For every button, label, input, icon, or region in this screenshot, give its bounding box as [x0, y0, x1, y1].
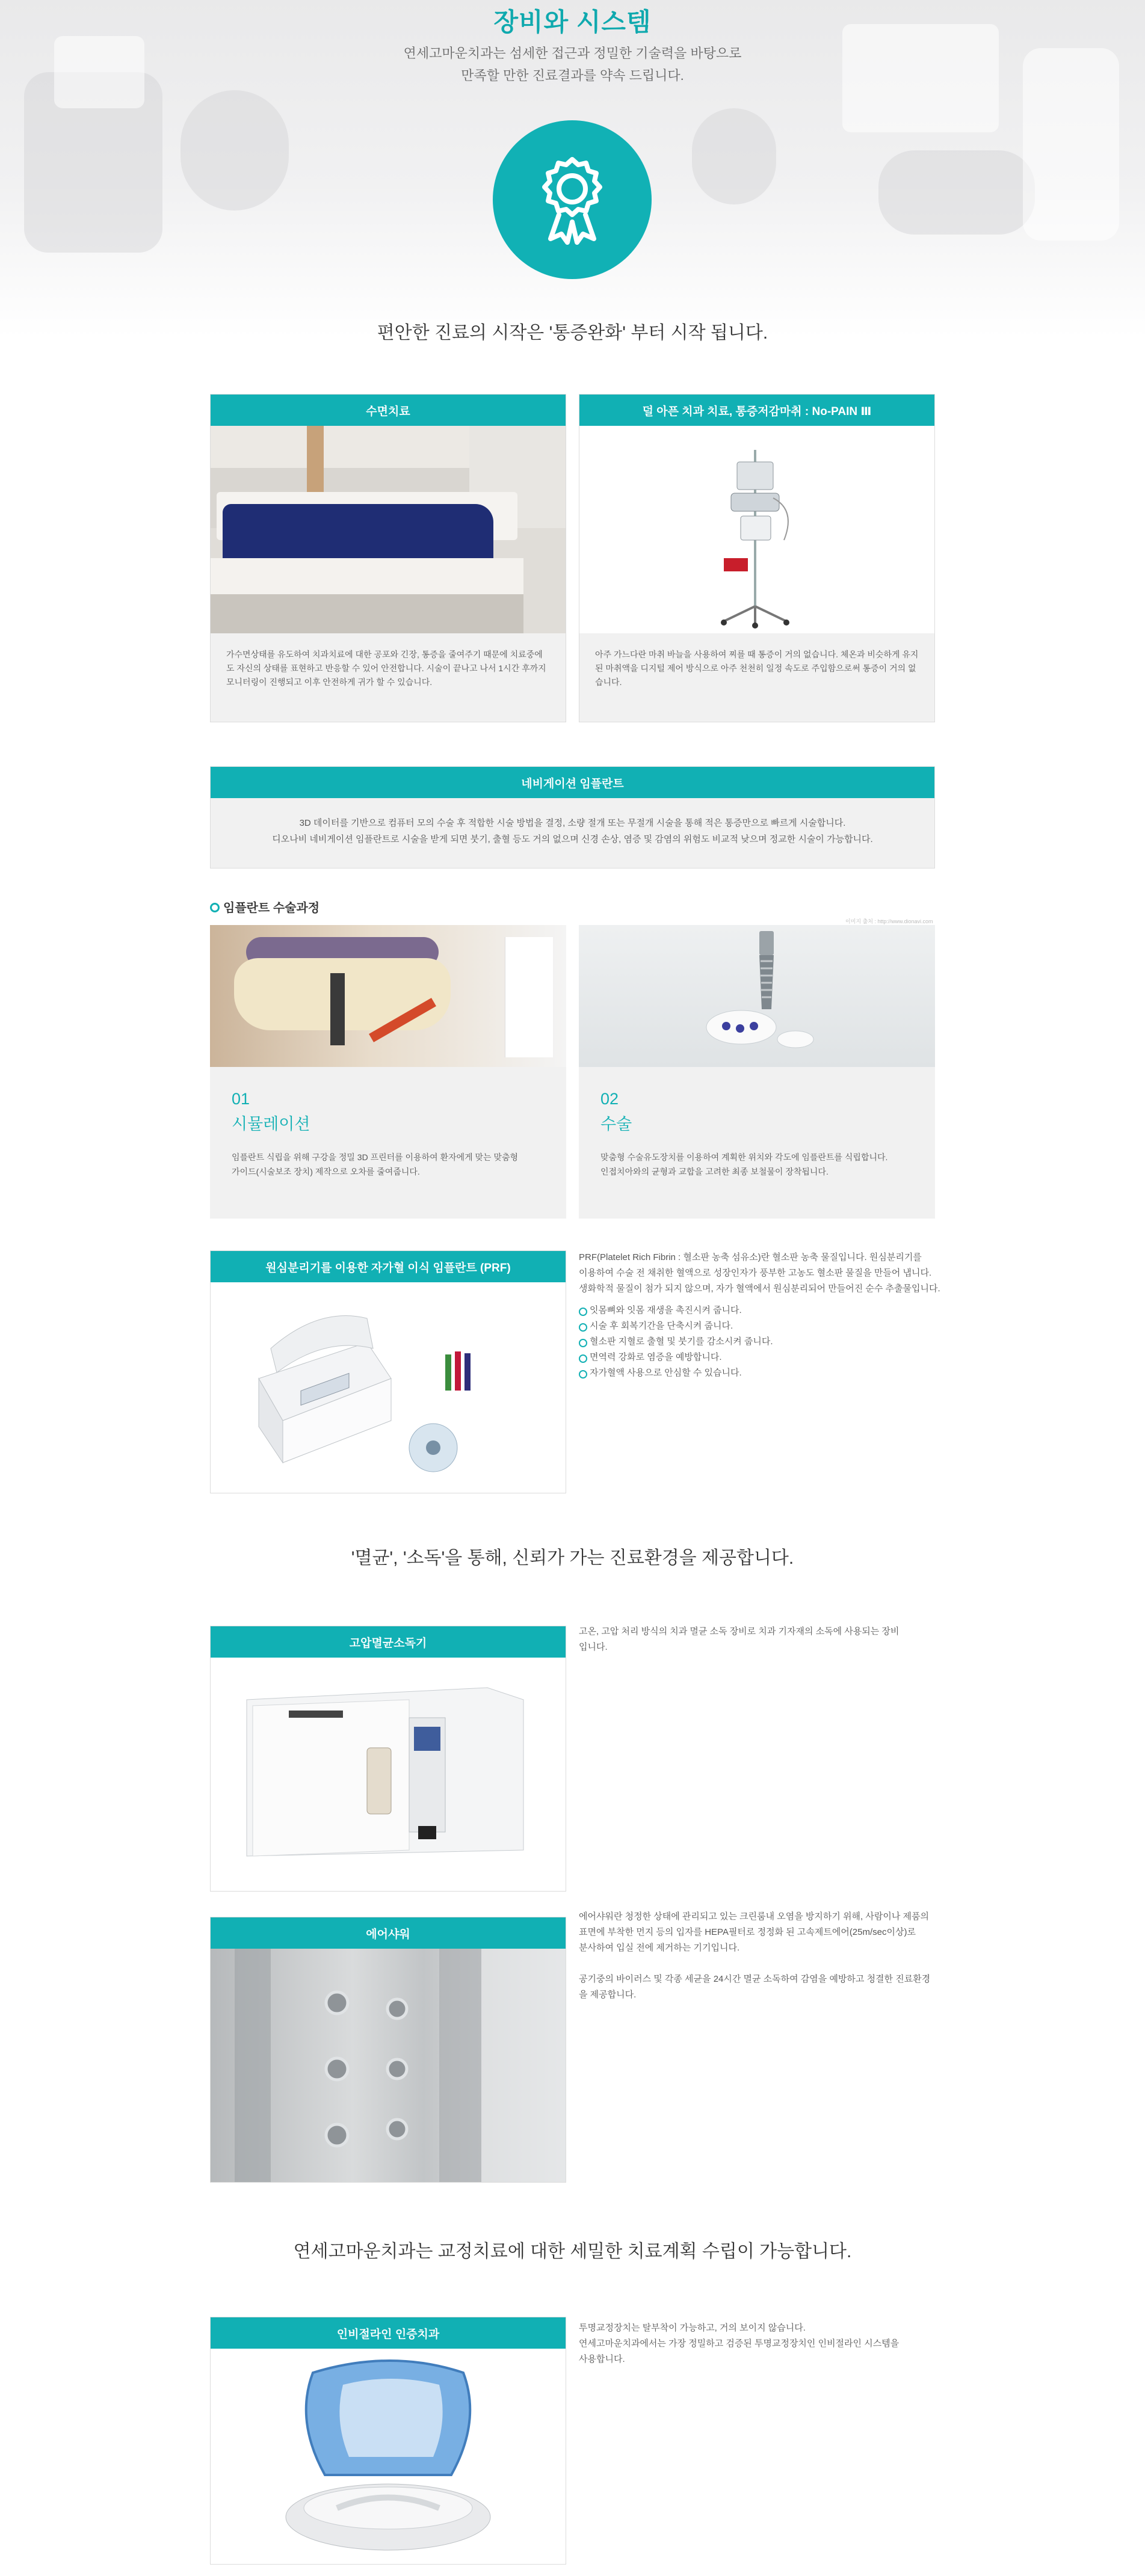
card-title: 네비게이션 임플란트 [211, 767, 934, 798]
list-item: 시술 후 회복기간을 단축시켜 줍니다. [579, 1318, 952, 1334]
page-subtitle: 연세고마운치과는 섬세한 접근과 정밀한 기술력을 바탕으로 만족할 만한 진료결과를 약속 드립니다. [403, 46, 742, 83]
sterilizer-description: 고온, 고압 처리 방식의 치과 멸균 소독 장비로 치과 기자재의 소독에 사용되는 장비 입니다. [579, 1626, 900, 1652]
step-description: 임플란트 식립을 위해 구강을 정밀 3D 프린터를 이용하여 환자에게 맞는 맞춤형 가이드(시술보조 장치) 제작으로 오차를 줄여줍니다. [232, 1152, 519, 1176]
invisalign-case-photo [211, 2349, 566, 2564]
card-prf [210, 1250, 566, 1493]
prf-description: PRF(Platelet Rich Fibrin : 혈소판 농축 섬유소)란 혈소판 농축 물질입니다. 원심분리기를 이용하여 수술 전 채취한 혈액으로 성장인자가 풍부한 고농도 혈소판 물질을 만들어 냅니다. 생화학적 물질이 첨가 되지 않으며, 자가 혈액에서 원심분리되어 만들어진 순수 추출물입니다. 잇몸뼈와 잇몸 재생을 촉진시켜 줍니다. 시술 후 회복기간을 단축시켜 줍니다. 혈소판 지혈로 출혈 및 붓기를 감소시켜 줍니다. 면역력 강화로 염증을 예방합니다. 자가혈액 사용으로 안심할 수 있습니다. [579, 1250, 952, 1381]
sleep-room-photo [211, 426, 566, 633]
list-item: 혈소판 지혈로 출혈 및 붓기를 감소시켜 줍니다. [579, 1334, 952, 1350]
step-number: 02 [600, 1090, 619, 1108]
prf-benefit-list [579, 1303, 952, 1381]
card-title: 원심분리기를 이용한 자가혈 이식 임플란트 (PRF) [211, 1251, 566, 1282]
list-item: 자가혈액 사용으로 안심할 수 있습니다. [579, 1365, 952, 1381]
implant-render-image [579, 925, 935, 1067]
card-description: 아주 가느다란 마취 바늘을 사용하여 찌를 때 통증이 거의 없습니다. 체온과 비슷하게 유지된 마취액을 디지털 제어 방식으로 아주 천천히 일정 속도로 주입함으로써 통증이 거의 없습니다. [595, 650, 919, 687]
card-sterilizer [210, 1626, 566, 1892]
air-shower-description: 에어샤워란 청정한 상태에 관리되고 있는 크린룸내 오염을 방지하기 위해, 사람이나 제품의 표면에 부착한 먼지 등의 입자를 HEPA필터로 정정화 된 고속제트에어(25m/sec이상)로 분사하여 입실 전에 제거하는 기기입니다. 공기중의 바이러스 및 각종 세균을 24시간 멸균 소독하여 감염을 예방하고 청결한 진료환경 을 제공합니다. [579, 1911, 931, 2000]
navigation-description: 3D 데이터를 기반으로 컴퓨터 모의 수술 후 적합한 시술 방법을 결정, 소량 절개 또는 무절개 시술을 통해 적은 통증만으로 빠르게 시술합니다. 디오나비 네비게이션 임플란트로 시술을 받게 되면 붓기, 출혈 등도 거의 없으며 신경 손상, 염증 및 감염의 위험도 비교적 낮으며 정교한 시술이 가능합니다. [272, 818, 873, 844]
card-title: 인비절라인 인증치과 [211, 2317, 566, 2349]
step-title: 수술 [600, 1115, 632, 1133]
sterilizer-photo [211, 1658, 566, 1891]
invisalign-description: 투명교정장치는 탈부착이 가능하고, 거의 보이지 않습니다. 연세고마운치과에서는 가장 정밀하고 검증된 투명교정장치인 인비절라인 시스템을 사용합니다. [579, 2323, 900, 2364]
card-title: 수면치료 [211, 395, 566, 426]
circle-bullet-icon [210, 903, 220, 912]
card-sleep-treatment [210, 394, 566, 722]
air-shower-photo [211, 1949, 566, 2182]
step-description: 맞춤형 수술유도장치를 이용하여 계획한 위치와 각도에 임플란트를 식립합니다. 인접치아와의 균형과 교합을 고려한 최종 보철물이 장착됩니다. [600, 1152, 888, 1176]
step-title: 시뮬레이션 [232, 1115, 310, 1133]
process-step-surgery [579, 925, 935, 1219]
card-no-pain [579, 394, 935, 722]
step-number: 01 [232, 1090, 250, 1108]
list-item: 잇몸뼈와 잇몸 재생을 촉진시켜 줍니다. [579, 1303, 952, 1318]
section-heading-orthodontics: 연세고마운치과는 교정치료에 대한 세밀한 치료계획 수립이 가능합니다. [293, 2242, 852, 2261]
award-badge [493, 120, 652, 279]
centrifuge-photo [211, 1282, 566, 1493]
card-description: 가수면상태를 유도하여 치과치료에 대한 공포와 긴장, 통증을 줄여주기 때문에 치료중에도 자신의 상태를 표현하고 반응할 수 있어 안전합니다. 시술이 끝나고 나서 1시간 후까지 모니터링이 진행되고 이후 안전하게 귀가 할 수 있습니다. [226, 650, 546, 687]
simulation-screenshot [210, 925, 566, 1067]
list-item: 면역력 강화로 염증을 예방합니다. [579, 1350, 952, 1365]
image-source-note: 이미지 출처 : http://www.dionavi.com [845, 918, 933, 924]
section-heading-sterilization: '멸균', '소독'을 통해, 신뢰가 가는 진료환경을 제공합니다. [351, 1548, 794, 1568]
card-invisalign [210, 2317, 566, 2565]
card-title: 덜 아픈 치과 치료, 통증저감마취 : No-PAIN Ⅲ [579, 395, 934, 426]
anesthesia-device-photo [579, 426, 934, 633]
card-title: 고압멸균소독기 [211, 1626, 566, 1658]
card-title: 에어샤워 [211, 1917, 566, 1949]
section-heading-pain-relief: 편안한 진료의 시작은 '통증완화' 부터 시작 됩니다. [377, 323, 768, 343]
process-label: 임플란트 수술과정 [210, 898, 319, 915]
card-air-shower [210, 1917, 566, 2183]
card-navigation-implant [210, 766, 935, 868]
award-ribbon-icon [530, 155, 614, 245]
process-step-simulation [210, 925, 566, 1219]
page-title: 장비와 시스템 [493, 8, 652, 36]
